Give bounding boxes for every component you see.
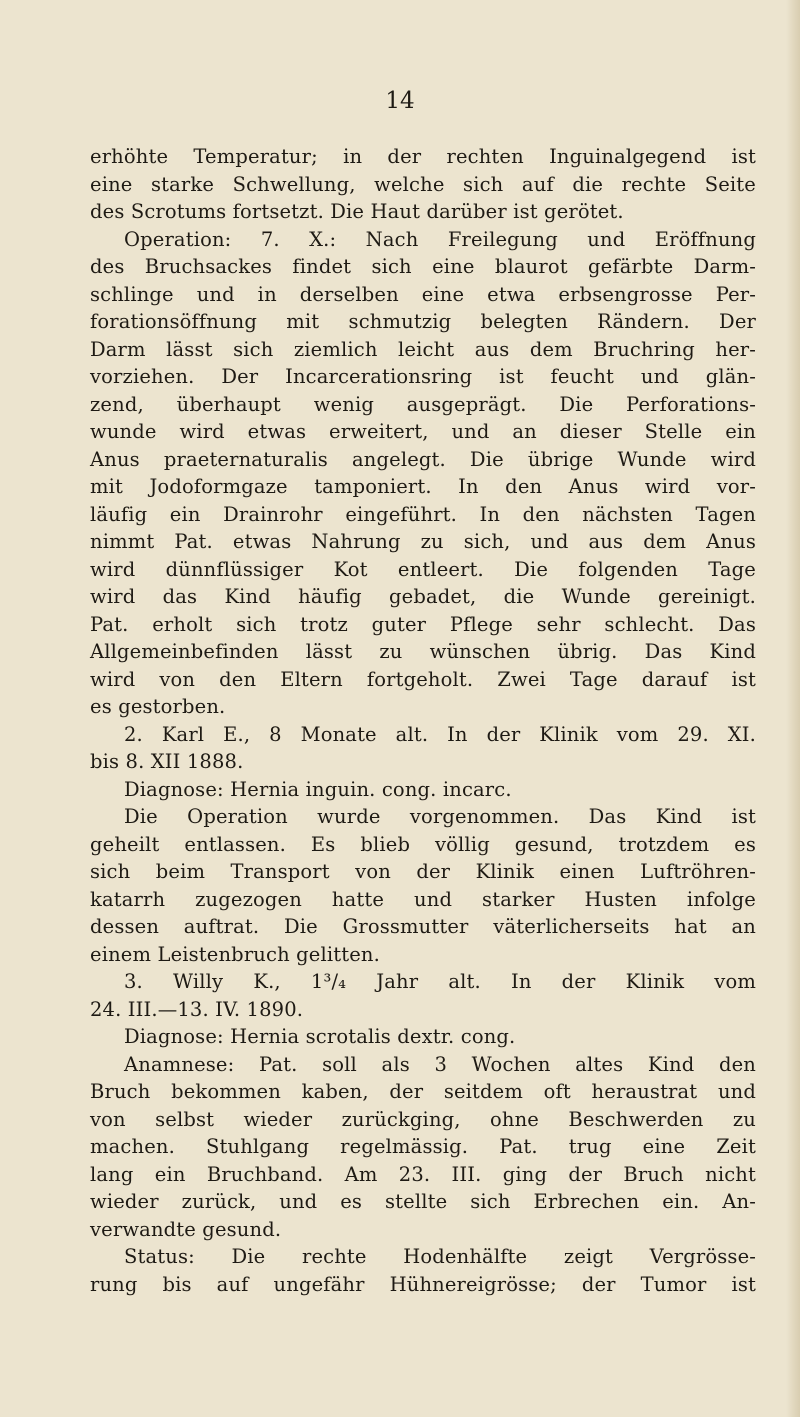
text-line: vorziehen. Der Incarcerationsring ist feucht und glän- bbox=[90, 365, 756, 388]
text-line: Diagnose: Hernia inguin. cong. incarc. bbox=[124, 777, 512, 801]
text-line: schlinge und in derselben eine etwa erbsengrosse Per- bbox=[90, 282, 756, 306]
text-line: es gestorben. bbox=[90, 695, 226, 718]
text-line: 3. Willy K., 1³/₄ Jahr alt. In der Klinik vom bbox=[124, 970, 756, 993]
text-line: nimmt Pat. etwas Nahrung zu sich, und aus dem Anus bbox=[90, 530, 756, 553]
text-line: Allgemeinbefinden lässt zu wünschen übrig. Das Kind bbox=[90, 640, 756, 663]
text-line: zend, überhaupt wenig ausgeprägt. Die Perforations- bbox=[90, 392, 756, 416]
page-edge-shadow bbox=[786, 0, 800, 1417]
text-line: wunde wird etwas erweitert, und an dieser Stelle ein bbox=[90, 420, 756, 443]
text-line: geheilt entlassen. Es blieb völlig gesund, trotzdem es bbox=[90, 832, 756, 856]
text-line: Operation: 7. X.: Nach Freilegung und Eröffnung bbox=[124, 227, 756, 251]
text-line: wieder zurück, und es stellte sich Erbrechen ein. An- bbox=[90, 1190, 756, 1213]
page-number: 14 bbox=[385, 88, 415, 114]
text-line: von selbst wieder zurückging, ohne Beschwerden zu bbox=[90, 1107, 756, 1131]
text-line: lang ein Bruchband. Am 23. III. ging der Bruch nicht bbox=[90, 1162, 756, 1186]
text-line: Pat. erholt sich trotz guter Pflege sehr schlecht. Das bbox=[90, 612, 756, 636]
body-text bbox=[90, 143, 756, 1298]
text-line: einem Leistenbruch gelitten. bbox=[90, 942, 380, 966]
text-line: wird von den Eltern fortgeholt. Zwei Tage darauf ist bbox=[90, 667, 756, 691]
text-line: verwandte gesund. bbox=[90, 1217, 282, 1241]
text-line: läufig ein Drainrohr eingeführt. In den nächsten Tagen bbox=[90, 502, 756, 526]
text-line: wird dünnflüssiger Kot entleert. Die folgenden Tage bbox=[90, 557, 756, 581]
text-line: Die Operation wurde vorgenommen. Das Kind ist bbox=[124, 805, 756, 828]
text-line: Anus praeternaturalis angelegt. Die übrige Wunde wird bbox=[90, 447, 756, 471]
text-line: des Bruchsackes findet sich eine blaurot gefärbte Darm- bbox=[90, 255, 756, 278]
text-line: 2. Karl E., 8 Monate alt. In der Klinik vom 29. XI. bbox=[124, 722, 756, 746]
text-line: katarrh zugezogen hatte und starker Husten infolge bbox=[90, 887, 756, 911]
text-line: Diagnose: Hernia scrotalis dextr. cong. bbox=[124, 1025, 516, 1048]
text-line: des Scrotums fortsetzt. Die Haut darüber ist gerötet. bbox=[90, 200, 624, 223]
text-line: 24. III.—13. IV. 1890. bbox=[90, 997, 304, 1021]
text-line: wird das Kind häufig gebadet, die Wunde gereinigt. bbox=[90, 585, 756, 608]
text-line: eine starke Schwellung, welche sich auf die rechte Seite bbox=[90, 172, 756, 196]
text-line: mit Jodoformgaze tamponiert. In den Anus wird vor- bbox=[90, 475, 756, 498]
text-line: forationsöffnung mit schmutzig belegten Rändern. Der bbox=[90, 310, 756, 333]
text-line: Bruch bekommen kaben, der seitdem oft heraustrat und bbox=[90, 1080, 756, 1103]
text-line: sich beim Transport von der Klinik einen Luftröhren- bbox=[90, 860, 756, 883]
text-line: dessen auftrat. Die Grossmutter väterlicherseits hat an bbox=[90, 915, 756, 938]
text-line: bis 8. XII 1888. bbox=[90, 750, 244, 773]
text-line: Anamnese: Pat. soll als 3 Wochen altes Kind den bbox=[124, 1052, 756, 1076]
text-line: rung bis auf ungefähr Hühnereigrösse; der Tumor ist bbox=[90, 1272, 756, 1296]
text-line: Status: Die rechte Hodenhälfte zeigt Vergrösse- bbox=[124, 1245, 756, 1268]
text-line: erhöhte Temperatur; in der rechten Inguinalgegend ist bbox=[90, 145, 756, 168]
text-line: machen. Stuhlgang regelmässig. Pat. trug eine Zeit bbox=[90, 1135, 756, 1158]
text-line: Darm lässt sich ziemlich leicht aus dem Bruchring her- bbox=[90, 337, 756, 361]
